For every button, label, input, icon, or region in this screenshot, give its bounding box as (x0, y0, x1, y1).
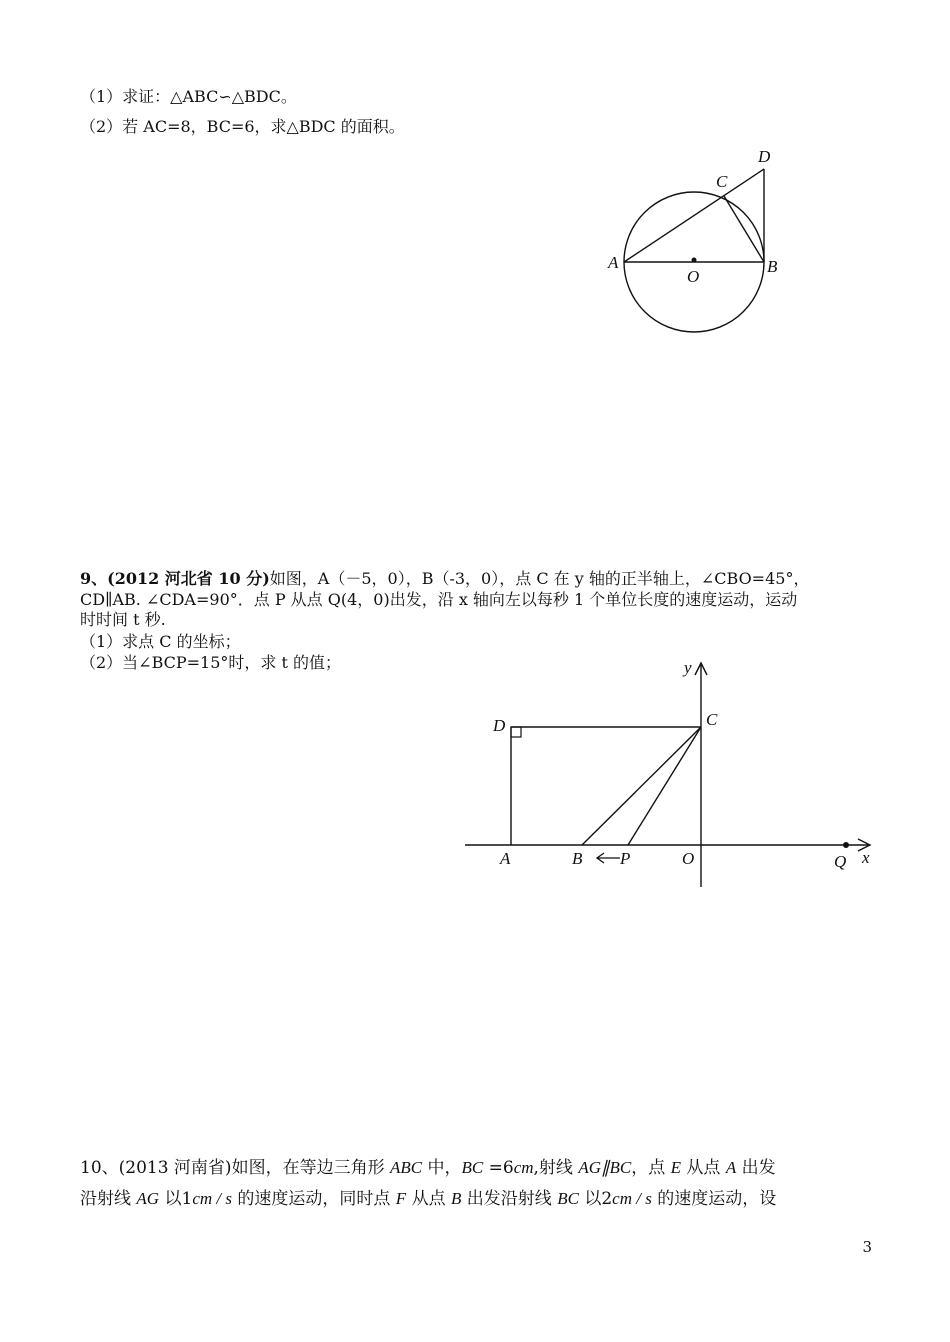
text-segment: ,射线 (533, 1158, 579, 1178)
label-b: B (767, 257, 778, 276)
label-o: O (682, 849, 695, 868)
label-b: B (572, 849, 583, 868)
problem10-line1 (80, 1157, 776, 1179)
problem9-line2: CD∥AB. ∠CDA=90°．点 P 从点 Q(4，0)出发，沿 x 轴向左以每秒 1 个单位长度的速度运动，运动 (80, 590, 798, 609)
math-f: F (395, 1189, 407, 1208)
label-x: x (862, 848, 870, 867)
label-o: O (687, 267, 700, 286)
math-a: A (725, 1158, 737, 1177)
math-bc: BC (461, 1158, 484, 1177)
text-segment: 的速度运动，同时点 (231, 1189, 396, 1209)
math-bc: BC (557, 1189, 579, 1208)
label-a: A (608, 253, 619, 272)
problem9-part1: （1）求点 C 的坐标； (80, 632, 241, 651)
math-ag-parallel-bc: AG∥BC (578, 1158, 632, 1177)
problem10-line2 (80, 1188, 776, 1210)
math-e: E (670, 1158, 682, 1177)
math-ag: AG (136, 1189, 160, 1208)
problem8-part2: （2）若 AC=8，BC=6，求△BDC 的面积。 (80, 117, 405, 136)
problem9-figure (460, 655, 890, 895)
label-a: A (500, 849, 511, 868)
text-segment: 出发 (736, 1158, 776, 1178)
label-p: P (620, 849, 631, 868)
text-segment: 出发沿射线 (461, 1189, 558, 1209)
segment-bc (724, 196, 764, 262)
text-segment: 沿射线 (80, 1189, 137, 1209)
label-y: y (684, 658, 692, 677)
right-angle-mark (511, 727, 521, 737)
label-q: Q (834, 852, 847, 871)
label-d: D (493, 716, 506, 735)
text-segment: 中， (422, 1158, 462, 1178)
text-segment: 以1 (159, 1189, 193, 1209)
segment-cp (628, 727, 701, 845)
problem9-part2: （2）当∠BCP=15°时，求 t 的值； (80, 653, 342, 672)
text-segment: 的速度运动，设 (651, 1189, 777, 1209)
point-q (843, 842, 849, 848)
text-segment: 从点 (681, 1158, 726, 1178)
problem8-part1: （1）求证：△ABC∽△BDC。 (80, 87, 297, 106)
problem9-heading: 9、(2012 河北省 10 分) (80, 569, 270, 588)
text-segment: ，点 (631, 1158, 671, 1178)
label-c: C (716, 172, 728, 191)
text-segment: 以2 (578, 1189, 613, 1209)
problem9-line1-text: 如图，A（－5，0），B（-3，0），点 C 在 y 轴的正半轴上，∠CBO=45°， (269, 569, 810, 588)
text-segment: 从点 (406, 1189, 451, 1209)
text-segment: =6 (483, 1158, 514, 1178)
problem9-line3: 时时间 t 秒. (80, 610, 166, 629)
math-b: B (451, 1189, 462, 1208)
math-cm: cm (513, 1158, 534, 1177)
math-unit-cm-s: cm / s (192, 1189, 232, 1208)
problem9-line1 (80, 568, 809, 590)
label-d: D (758, 147, 771, 166)
center-point-o (692, 258, 697, 263)
math-unit-cm-s: cm / s (612, 1189, 652, 1208)
text-segment: 10、(2013 河南省)如图，在等边三角形 (80, 1158, 390, 1178)
segment-cb (582, 727, 701, 845)
label-c: C (706, 710, 718, 729)
page-number: 3 (862, 1238, 872, 1256)
math-abc: ABC (389, 1158, 423, 1177)
problem8-figure (600, 145, 800, 335)
segment-ad (624, 169, 764, 262)
